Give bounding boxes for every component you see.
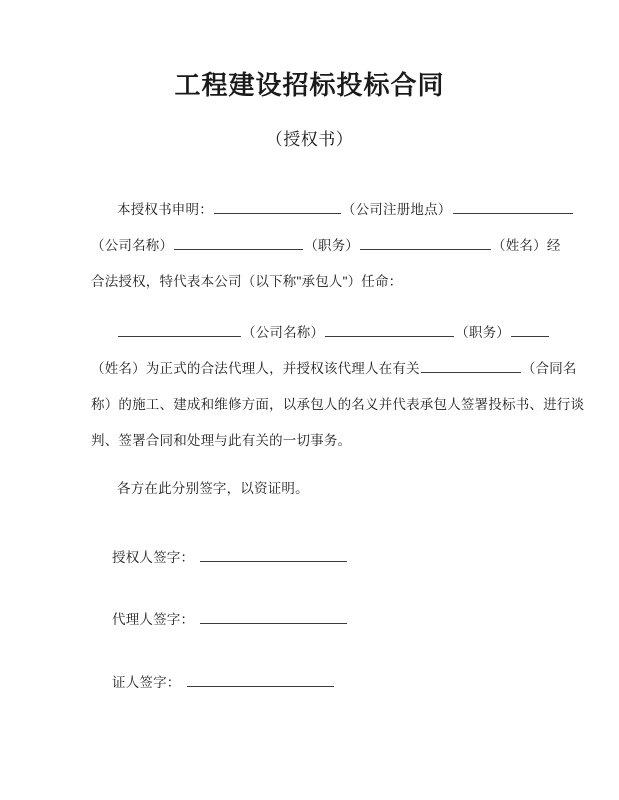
fill-in-blank[interactable] bbox=[214, 199, 341, 214]
text-run: （职务） bbox=[304, 238, 360, 253]
paragraph-declaration bbox=[91, 192, 561, 300]
text-line bbox=[91, 264, 529, 300]
signature-blank[interactable] bbox=[200, 548, 347, 562]
text-run: （公司名称） bbox=[91, 238, 174, 253]
text-line bbox=[91, 423, 529, 459]
text-run: （合同名 bbox=[521, 361, 577, 376]
page-title: 工程建设招标投标合同 bbox=[174, 70, 445, 100]
paragraph-closing bbox=[91, 471, 529, 507]
text-line bbox=[91, 471, 529, 507]
signature-blank[interactable] bbox=[187, 673, 334, 687]
text-run: （姓名）经 bbox=[492, 238, 561, 253]
fill-in-blank[interactable] bbox=[453, 199, 573, 214]
fill-in-blank[interactable] bbox=[118, 322, 241, 337]
page-subtitle: （授权书） bbox=[265, 130, 354, 149]
fill-in-blank[interactable] bbox=[511, 322, 549, 337]
signature-row-agent bbox=[112, 610, 347, 630]
text-run: （职务） bbox=[455, 325, 511, 340]
text-run: 合法授权，特代表本公司（以下称"承包人"）任命： bbox=[91, 274, 403, 289]
paragraph-appointment bbox=[91, 315, 585, 459]
signature-row-authorizer bbox=[112, 548, 347, 568]
text-run: （姓名）为正式的合法代理人，并授权该代理人在有关 bbox=[91, 361, 420, 376]
text-run: （公司名称） bbox=[242, 325, 325, 340]
text-run: （公司注册地点） bbox=[341, 202, 452, 217]
text-line bbox=[91, 387, 585, 423]
signature-row-witness bbox=[112, 673, 334, 693]
text-line bbox=[91, 315, 529, 351]
text-line bbox=[91, 228, 561, 264]
fill-in-blank[interactable] bbox=[360, 235, 491, 250]
text-line bbox=[91, 192, 529, 228]
signature-label: 代理人签字： bbox=[112, 612, 195, 627]
text-run: 各方在此分别签字，以资证明。 bbox=[117, 481, 309, 496]
text-run: 称）的施工、建成和维修方面，以承包人的名义并代表承包人签署投标书、进行谈 bbox=[91, 397, 585, 412]
fill-in-blank[interactable] bbox=[174, 235, 303, 250]
text-line bbox=[91, 351, 577, 387]
signature-blank[interactable] bbox=[200, 610, 347, 624]
text-run: 本授权书申明： bbox=[117, 202, 213, 217]
fill-in-blank[interactable] bbox=[421, 358, 521, 373]
fill-in-blank[interactable] bbox=[325, 322, 454, 337]
signature-label: 证人签字： bbox=[112, 675, 181, 690]
text-run: 判、签署合同和处理与此有关的一切事务。 bbox=[91, 433, 352, 448]
signature-label: 授权人签字： bbox=[112, 550, 195, 565]
